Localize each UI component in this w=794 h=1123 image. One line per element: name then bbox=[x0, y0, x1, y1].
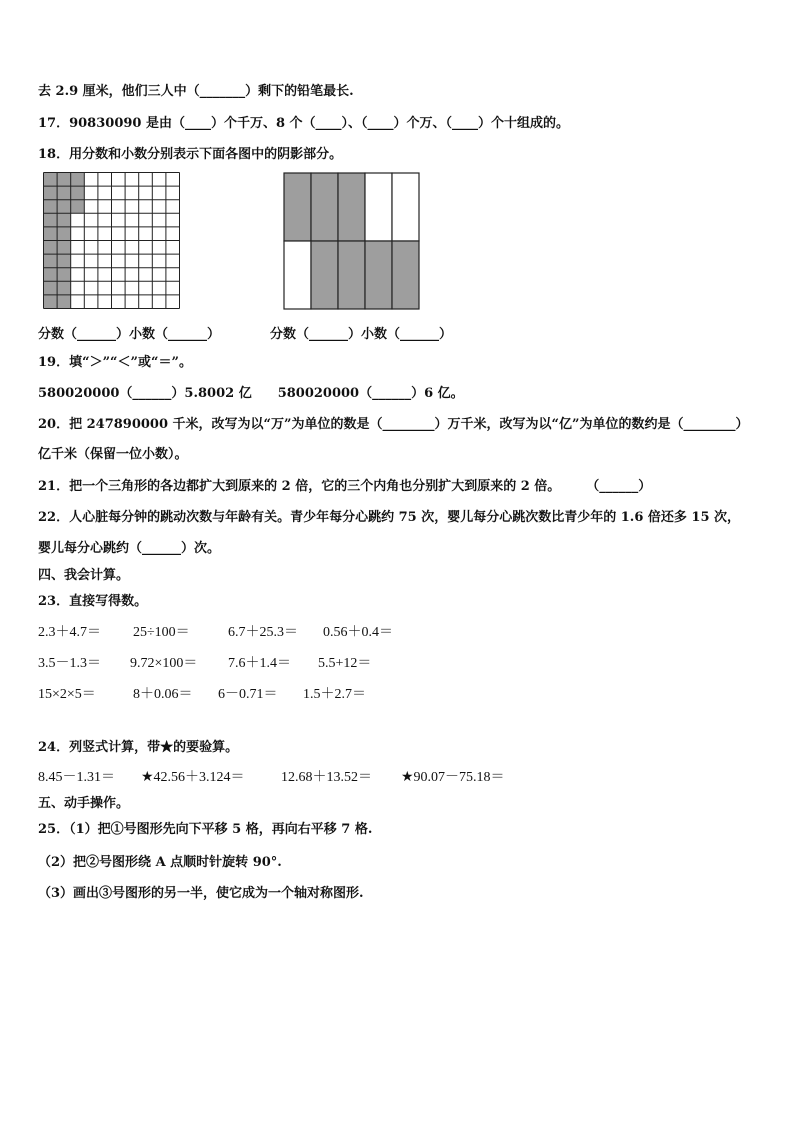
calc-item: 5.5+12＝ bbox=[318, 656, 372, 671]
question-25-part3: （3）画出③号图形的另一半，使它成为一个轴对称图形. bbox=[38, 886, 364, 901]
hundred-grid-figure bbox=[43, 172, 180, 309]
question-22-line2: 婴儿每分心跳约（______）次。 bbox=[38, 541, 221, 556]
calc-item: 15×2×5＝ bbox=[38, 687, 96, 702]
section-5-heading: 五、动手操作。 bbox=[38, 796, 130, 811]
shaded-cell bbox=[57, 213, 71, 227]
shaded-cell bbox=[44, 281, 58, 295]
calc23-row-3 bbox=[38, 687, 398, 703]
calc-item: ★42.56＋3.124＝ bbox=[141, 770, 245, 785]
shaded-cell bbox=[44, 186, 58, 200]
calc-item: 0.56＋0.4＝ bbox=[323, 625, 393, 640]
shaded-bar bbox=[311, 241, 338, 309]
calc-item: 7.6＋1.4＝ bbox=[228, 656, 291, 671]
calc-item: 9.72×100＝ bbox=[130, 656, 198, 671]
question-20-line1: 20．把 247890000 千米，改写为以“万”为单位的数是（________）万千米，改写为以“亿”为单位的数约是（________） bbox=[38, 417, 749, 432]
calc-item: 8.45－1.31＝ bbox=[38, 770, 115, 785]
calc-item: 1.5＋2.7＝ bbox=[303, 687, 366, 702]
calc-item: 6.7＋25.3＝ bbox=[228, 625, 298, 640]
section-4-heading: 四、我会计算。 bbox=[38, 568, 130, 583]
shaded-cell bbox=[44, 241, 58, 255]
calc-item: 6－0.71＝ bbox=[218, 687, 278, 702]
ten-bars-figure bbox=[283, 172, 421, 310]
calc23-row-1 bbox=[38, 625, 418, 641]
shaded-cell bbox=[57, 295, 71, 309]
empty-bar bbox=[365, 173, 392, 241]
calc24-row bbox=[38, 770, 541, 786]
shaded-cell bbox=[57, 241, 71, 255]
shaded-cell bbox=[71, 200, 85, 214]
grid-answer-labels: 分数（______）小数（______） bbox=[38, 327, 221, 342]
question-21: 21．把一个三角形的各边都扩大到原来的 2 倍，它的三个内角也分别扩大到原来的 2 倍。 （______） bbox=[38, 479, 652, 494]
calc-item: 8＋0.06＝ bbox=[133, 687, 193, 702]
shaded-cell bbox=[44, 295, 58, 309]
question-25-part1: 25．（1）把①号图形先向下平移 5 格，再向右平移 7 格. bbox=[38, 822, 373, 837]
shaded-cell bbox=[44, 254, 58, 268]
shaded-cell bbox=[71, 186, 85, 200]
shaded-cell bbox=[57, 200, 71, 214]
shaded-cell bbox=[44, 173, 58, 187]
q16-tail: 去 2.9 厘米，他们三人中（_______）剩下的铅笔最长. bbox=[38, 84, 354, 99]
shaded-bar bbox=[338, 173, 365, 241]
calc-item: ★90.07－75.18＝ bbox=[401, 770, 505, 785]
shaded-cell bbox=[44, 268, 58, 282]
calc-item: 3.5－1.3＝ bbox=[38, 656, 101, 671]
calc-item: 25÷100＝ bbox=[133, 625, 190, 640]
shaded-cell bbox=[57, 281, 71, 295]
calc-item: 2.3＋4.7＝ bbox=[38, 625, 101, 640]
shaded-cell bbox=[57, 227, 71, 241]
shaded-cell bbox=[57, 186, 71, 200]
shaded-cell bbox=[71, 173, 85, 187]
question-25-part2: （2）把②号图形绕 A 点顺时针旋转 90°. bbox=[38, 855, 282, 870]
question-19-items: 580020000（______）5.8002 亿 580020000（______）6 亿。 bbox=[38, 386, 464, 401]
calc-item: 12.68＋13.52＝ bbox=[281, 770, 372, 785]
shaded-bar bbox=[284, 173, 311, 241]
empty-bar bbox=[392, 173, 419, 241]
shaded-cell bbox=[57, 173, 71, 187]
question-18: 18．用分数和小数分别表示下面各图中的阴影部分。 bbox=[38, 147, 343, 162]
shaded-bar bbox=[365, 241, 392, 309]
bars-answer-labels: 分数（______）小数（______） bbox=[270, 327, 453, 342]
shaded-cell bbox=[44, 227, 58, 241]
shaded-cell bbox=[44, 200, 58, 214]
question-17: 17．90830090 是由（____）个千万、8 个（____）、（____）个万、（____）个十组成的。 bbox=[38, 116, 570, 131]
question-22-line1: 22．人心脏每分钟的跳动次数与年龄有关。青少年每分心跳约 75 次，婴儿每分心跳次数比青少年的 1.6 倍还多 15 次， bbox=[38, 510, 741, 525]
question-19: 19．填“＞”“＜”或“＝”。 bbox=[38, 355, 192, 370]
calc23-row-2 bbox=[38, 656, 413, 672]
shaded-cell bbox=[57, 254, 71, 268]
shaded-bar bbox=[311, 173, 338, 241]
shaded-bar bbox=[392, 241, 419, 309]
question-23: 23．直接写得数。 bbox=[38, 594, 148, 609]
empty-bar bbox=[284, 241, 311, 309]
shaded-cell bbox=[57, 268, 71, 282]
question-24: 24．列竖式计算，带★的要验算。 bbox=[38, 740, 239, 755]
shaded-cell bbox=[44, 213, 58, 227]
question-20-line2: 亿千米（保留一位小数）。 bbox=[38, 447, 188, 462]
shaded-bar bbox=[338, 241, 365, 309]
